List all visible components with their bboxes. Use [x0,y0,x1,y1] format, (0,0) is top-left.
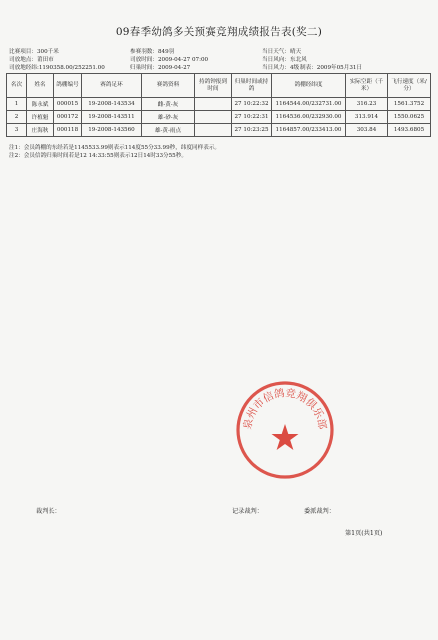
note-coordinates: 注1：会员鸽棚的东经若是1145533.99则表示114度55分33.99秒，纬度同样表示。 [9,145,221,151]
cell-clock-time [195,111,232,124]
header-pigeon-info: 赛鸽资料 [142,74,195,98]
header-arrival-time: 归巢时间或持鸽 [232,74,272,98]
seal-star-icon [272,424,299,450]
meta-release-coordinates: 司放地经纬:1190358.00/252251.00 [9,65,105,71]
cell-pigeon-info: 雌-黄-灰 [142,98,195,111]
cell-name: 陈永斌 [27,98,54,111]
seal-text: 泉州市信鸽竞翔俱乐部 [241,387,329,431]
cell-loft-id: 000015 [54,98,82,111]
meta-column-2 [130,48,208,72]
cell-ring: 19-2008-143560 [82,124,142,137]
record-referee-label: 记录裁判： [232,508,263,515]
referee-signature-label: 裁判长： [36,508,61,515]
cell-coordinates: 1164536.00/232930.00 [272,111,346,124]
meta-column-1 [9,48,105,72]
results-table [6,73,431,137]
cell-name: 许植魁 [27,111,54,124]
notes [9,144,220,160]
cell-speed: 1493.6805 [388,124,431,137]
cell-coordinates: 1164544.00/232731.00 [272,98,346,111]
cell-rank: 3 [7,124,27,137]
header-speed: 飞行速度（米/分） [388,74,431,98]
note-arrival-time: 注2：会员信鸽归巢时间若是12 14:33:55则表示12日14时33分55秒。 [9,153,187,159]
meta-made-date: 制表：2009年05月31日 [300,65,363,71]
cell-arrival-time: 27 10:22:31 [232,111,272,124]
report-title: 09春季幼鸽多关预赛竞翔成绩报告表(奖二) [115,26,323,38]
table-row [7,124,431,137]
page-number: 第1页(共1页) [345,530,383,537]
meta-release-location: 司放地点：莆田市 [9,57,54,63]
meta-weather: 当日天气：晴天 [262,49,302,55]
committee-referee-label: 委派裁判： [304,508,335,515]
meta-wind-force: 当日风力：4级 [262,65,300,71]
header-name: 姓名 [27,74,54,98]
cell-loft-id: 000172 [54,111,82,124]
header-distance: 实际空距（千米） [346,74,388,98]
club-seal-stamp [233,378,337,482]
cell-pigeon-info: 雄-黄-雨点 [142,124,195,137]
cell-rank: 2 [7,111,27,124]
cell-clock-time [195,98,232,111]
meta-race-distance: 比赛项目：300千米 [9,49,59,55]
cell-name: 庄海秋 [27,124,54,137]
cell-distance: 313.914 [346,111,388,124]
cell-pigeon-info: 雄-砂-灰 [142,111,195,124]
table-row [7,98,431,111]
cell-coordinates: 1164857.00/233413.00 [272,124,346,137]
cell-speed: 1561.3752 [388,98,431,111]
header-rank: 名次 [7,74,27,98]
header-ring: 赛鸽足环 [82,74,142,98]
cell-arrival-time: 27 10:23:25 [232,124,272,137]
cell-ring: 19-2008-143511 [82,111,142,124]
header-loft-id: 鸽棚编号 [54,74,82,98]
meta-entry-count: 参赛羽数：849羽 [130,49,175,55]
cell-arrival-time: 27 10:22:32 [232,98,272,111]
header-clock-time: 持鸽钟报到时间 [195,74,232,98]
table-row [7,111,431,124]
cell-distance: 316.23 [346,98,388,111]
meta-release-time: 司放时间：2009-04-27 07:00 [130,57,209,63]
cell-rank: 1 [7,98,27,111]
cell-ring: 19-2008-143534 [82,98,142,111]
cell-clock-time [195,124,232,137]
cell-loft-id: 000118 [54,124,82,137]
cell-speed: 1550.0625 [388,111,431,124]
table-header-row [7,74,431,98]
cell-distance: 303.84 [346,124,388,137]
header-coordinates: 鸽棚经纬度 [272,74,346,98]
meta-wind-direction: 当日风向：东北风 [262,57,307,63]
meta-return-time: 归巢时间：2009-04-27 [130,65,191,71]
